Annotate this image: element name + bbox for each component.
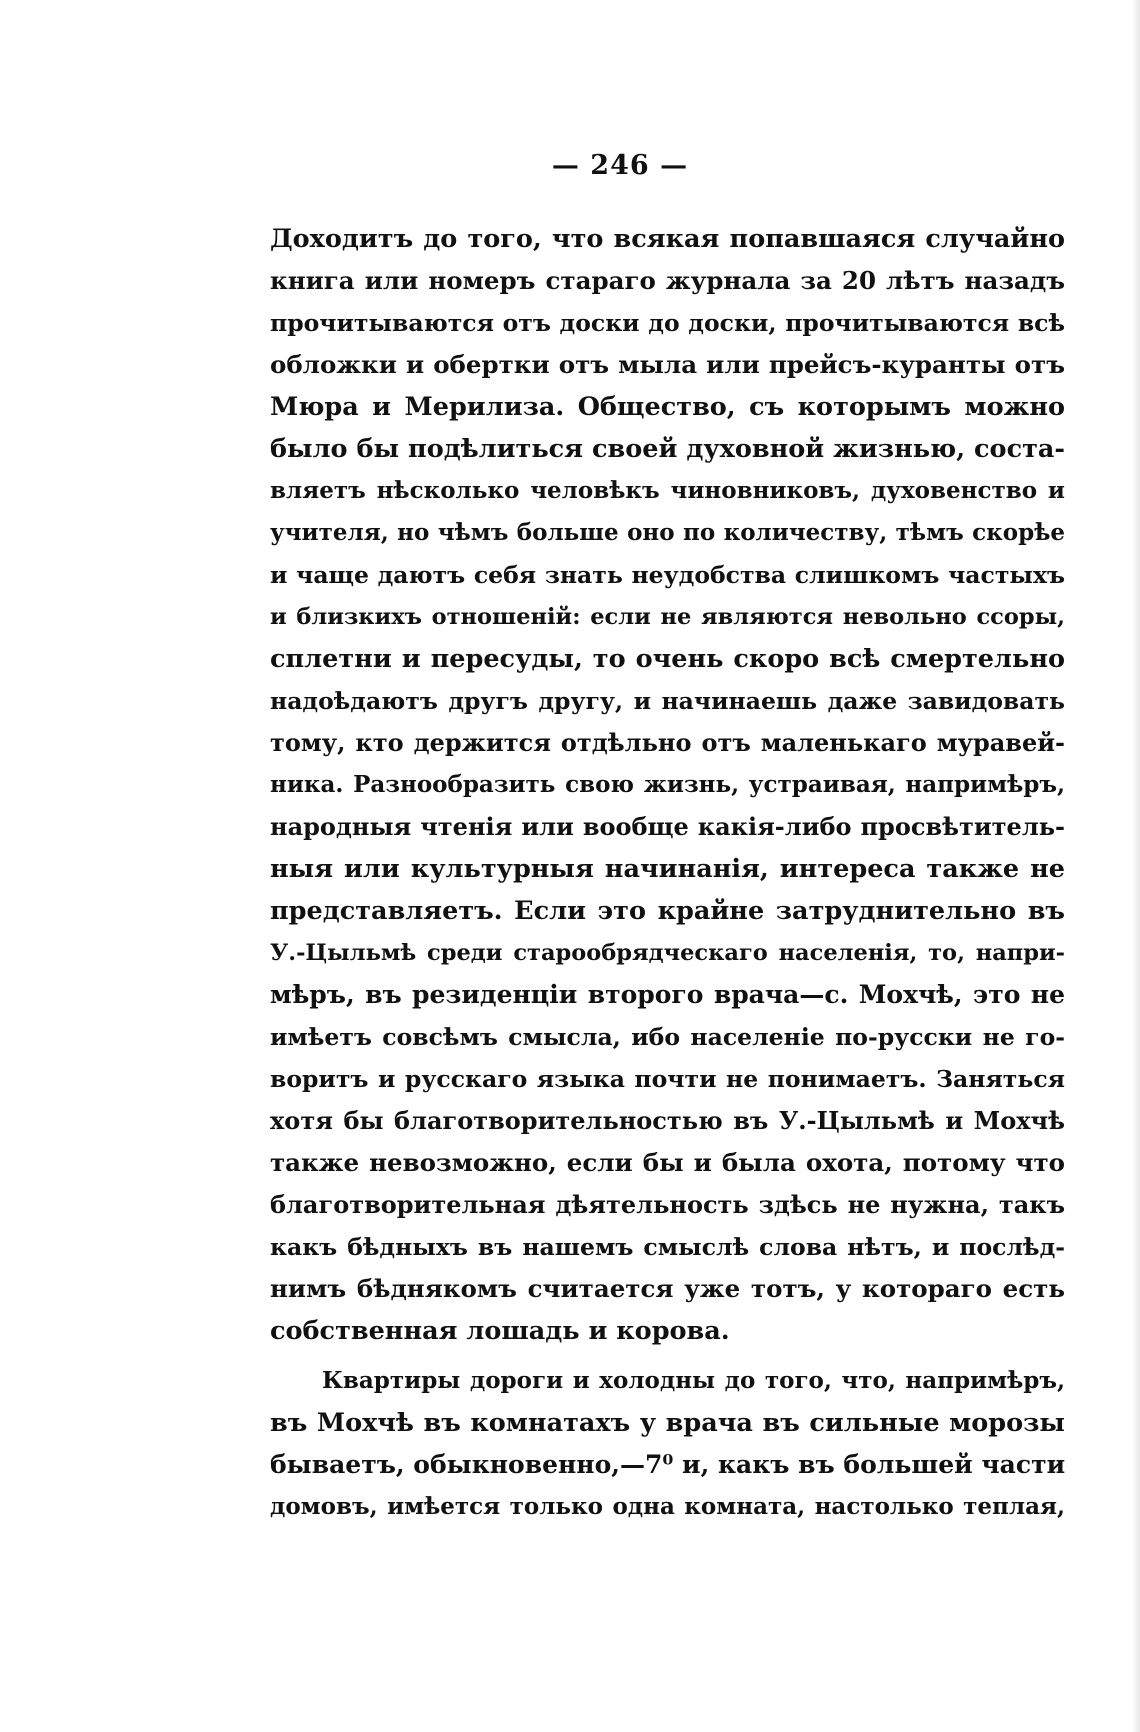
text-line: нимъ бѣднякомъ считается уже тотъ, у котораго есть bbox=[270, 1274, 1065, 1303]
paragraph-1 bbox=[270, 218, 1065, 1352]
text-line: домовъ, имѣется только одна комната, настолько теплая, bbox=[270, 1493, 1065, 1520]
text-line: благотворительная дѣятельность здѣсь не нужна, такъ bbox=[270, 1190, 1065, 1219]
text-line: сплетни и пересуды, то очень скоро всѣ смертельно bbox=[270, 644, 1065, 674]
text-line: и чаще даютъ себя знать неудобства слишкомъ частыхъ bbox=[270, 561, 1065, 589]
text-line: Квартиры дороги и холодны до того, что, напримѣръ, bbox=[322, 1367, 1065, 1394]
text-line: бываетъ, обыкновенно,—7⁰ и, какъ въ большей части bbox=[270, 1450, 1066, 1479]
text-line: У.-Цыльмѣ среди старообрядческаго населенія, то, напри- bbox=[270, 940, 1065, 966]
text-line: ника. Разнообразить свою жизнь, устраивая, напримѣръ, bbox=[270, 771, 1065, 798]
paragraph-2 bbox=[270, 1360, 1065, 1528]
text-line: и близкихъ отношеній: если не являются невольно ссоры, bbox=[270, 604, 1065, 630]
text-line: имѣетъ совсѣмъ смысла, ибо населеніе по-русски не го- bbox=[270, 1023, 1065, 1051]
text-line: воритъ и русскаго языка почти не понимаетъ. Заняться bbox=[270, 1065, 1065, 1093]
text-line: какъ бѣдныхъ въ нашемъ смыслѣ слова нѣтъ, и послѣд- bbox=[270, 1233, 1065, 1261]
text-line: книга или номеръ стараго журнала за 20 лѣтъ назадъ bbox=[270, 266, 1065, 295]
text-line: было бы подѣлиться своей духовной жизнью, соста- bbox=[270, 434, 1065, 464]
text-line: хотя бы благотворительностью въ У.-Цыльмѣ и Мохчѣ bbox=[270, 1106, 1065, 1135]
text-line: обложки и обертки отъ мыла или прейсъ-куранты отъ bbox=[270, 350, 1065, 379]
text-line: тому, кто держится отдѣльно отъ маленькаго муравей- bbox=[270, 728, 1065, 757]
text-line: мѣръ, въ резиденціи второго врача—с. Мохчѣ, это не bbox=[270, 980, 1065, 1009]
text-line: въ Мохчѣ въ комнатахъ у врача въ сильные морозы bbox=[270, 1408, 1065, 1438]
text-line: собственная лошадь и корова. bbox=[270, 1316, 730, 1346]
text-line: народныя чтенія или вообще какія-либо просвѣтитель- bbox=[270, 812, 1065, 841]
body-text bbox=[270, 218, 1065, 1528]
text-line: ныя или культурныя начинанія, интереса также не bbox=[270, 854, 1065, 884]
text-line: учителя, но чѣмъ больше оно по количеству, тѣмъ скорѣе bbox=[270, 519, 1065, 546]
page-number: — 246 — bbox=[551, 150, 689, 181]
text-line: также невозможно, если бы и была охота, потому что bbox=[270, 1148, 1065, 1177]
text-line: прочитываются отъ доски до доски, прочитываются всѣ bbox=[270, 309, 1065, 337]
page-edge bbox=[1132, 0, 1140, 1732]
text-line: представляетъ. Если это крайне затруднительно въ bbox=[270, 896, 1065, 926]
text-line: вляетъ нѣсколько человѣкъ чиновниковъ, духовенство и bbox=[270, 477, 1065, 504]
text-line: надоѣдаютъ другъ другу, и начинаешь даже завидовать bbox=[270, 687, 1065, 715]
text-line: Доходитъ до того, что всякая попавшаяся случайно bbox=[270, 224, 1065, 254]
text-line: Мюра и Мерилиза. Общество, съ которымъ можно bbox=[270, 392, 1065, 422]
